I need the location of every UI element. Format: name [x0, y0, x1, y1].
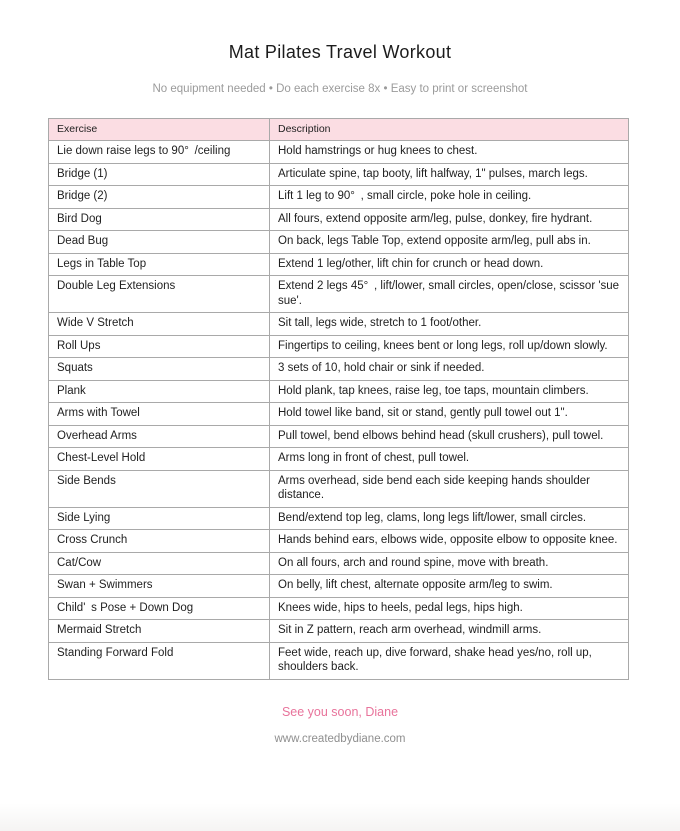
exercise-cell: Bridge (1): [49, 163, 270, 186]
description-cell: Fingertips to ceiling, knees bent or long legs, roll up/down slowly.: [270, 335, 629, 358]
table-row: [49, 313, 629, 336]
table-body: [49, 141, 629, 680]
exercise-cell: Dead Bug: [49, 231, 270, 254]
table-row: [49, 141, 629, 164]
table-row: [49, 575, 629, 598]
exercise-cell: Plank: [49, 380, 270, 403]
table-row: [49, 186, 629, 209]
page-bottom-edge: [0, 803, 680, 831]
table-row: [49, 253, 629, 276]
table-row: [49, 620, 629, 643]
exercise-cell: Overhead Arms: [49, 425, 270, 448]
table-row: [49, 425, 629, 448]
description-cell: 3 sets of 10, hold chair or sink if needed.: [270, 358, 629, 381]
column-header-description: Description: [270, 119, 629, 141]
column-header-exercise: Exercise: [49, 119, 270, 141]
exercise-cell: Bridge (2): [49, 186, 270, 209]
exercise-cell: Arms with Towel: [49, 403, 270, 426]
table-row: [49, 507, 629, 530]
exercise-cell: Wide V Stretch: [49, 313, 270, 336]
description-cell: Hands behind ears, elbows wide, opposite elbow to opposite knee.: [270, 530, 629, 553]
description-cell: Sit in Z pattern, reach arm overhead, windmill arms.: [270, 620, 629, 643]
exercise-cell: Mermaid Stretch: [49, 620, 270, 643]
description-cell: Knees wide, hips to heels, pedal legs, hips high.: [270, 597, 629, 620]
table-row: [49, 530, 629, 553]
exercise-cell: Standing Forward Fold: [49, 642, 270, 679]
description-cell: On belly, lift chest, alternate opposite arm/leg to swim.: [270, 575, 629, 598]
table-row: [49, 380, 629, 403]
description-cell: Hold hamstrings or hug knees to chest.: [270, 141, 629, 164]
table-row: [49, 208, 629, 231]
exercise-cell: Lie down raise legs to 90° /ceiling: [49, 141, 270, 164]
description-cell: Pull towel, bend elbows behind head (skull crushers), pull towel.: [270, 425, 629, 448]
table-row: [49, 597, 629, 620]
exercise-cell: Cross Crunch: [49, 530, 270, 553]
description-cell: Bend/extend top leg, clams, long legs lift/lower, small circles.: [270, 507, 629, 530]
description-cell: Arms overhead, side bend each side keeping hands shoulder distance.: [270, 470, 629, 507]
exercise-cell: Swan + Swimmers: [49, 575, 270, 598]
table-row: [49, 231, 629, 254]
description-cell: Arms long in front of chest, pull towel.: [270, 448, 629, 471]
exercise-cell: Side Bends: [49, 470, 270, 507]
page-title: Mat Pilates Travel Workout: [228, 42, 452, 62]
exercise-cell: Legs in Table Top: [49, 253, 270, 276]
exercise-cell: Roll Ups: [49, 335, 270, 358]
workout-table: [48, 118, 629, 680]
website-url-text: www.createdbydiane.com: [274, 732, 406, 745]
exercise-cell: Squats: [49, 358, 270, 381]
table-row: [49, 163, 629, 186]
page-subtitle: No equipment needed • Do each exercise 8x • Easy to print or screenshot: [152, 83, 528, 95]
description-cell: Articulate spine, tap booty, lift halfway, 1" pulses, march legs.: [270, 163, 629, 186]
table-row: [49, 642, 629, 679]
table-row: [49, 552, 629, 575]
signoff-text: See you soon, Diane: [281, 704, 399, 719]
table-row: [49, 448, 629, 471]
exercise-cell: Double Leg Extensions: [49, 276, 270, 313]
table-row: [49, 276, 629, 313]
table-row: [49, 470, 629, 507]
description-cell: Hold plank, tap knees, raise leg, toe taps, mountain climbers.: [270, 380, 629, 403]
table-row: [49, 335, 629, 358]
exercise-cell: Side Lying: [49, 507, 270, 530]
description-cell: Extend 1 leg/other, lift chin for crunch or head down.: [270, 253, 629, 276]
exercise-cell: Cat/Cow: [49, 552, 270, 575]
exercise-cell: Bird Dog: [49, 208, 270, 231]
description-cell: On back, legs Table Top, extend opposite arm/leg, pull abs in.: [270, 231, 629, 254]
description-cell: Sit tall, legs wide, stretch to 1 foot/other.: [270, 313, 629, 336]
description-cell: Hold towel like band, sit or stand, gently pull towel out 1".: [270, 403, 629, 426]
description-cell: Lift 1 leg to 90° , small circle, poke hole in ceiling.: [270, 186, 629, 209]
exercise-cell: Child' s Pose + Down Dog: [49, 597, 270, 620]
description-cell: On all fours, arch and round spine, move with breath.: [270, 552, 629, 575]
exercise-cell: Chest-Level Hold: [49, 448, 270, 471]
table-row: [49, 403, 629, 426]
description-cell: Extend 2 legs 45° , lift/lower, small circles, open/close, scissor 'sue sue'.: [270, 276, 629, 313]
table-row: [49, 358, 629, 381]
description-cell: All fours, extend opposite arm/leg, pulse, donkey, fire hydrant.: [270, 208, 629, 231]
table-header-row: [49, 119, 629, 141]
description-cell: Feet wide, reach up, dive forward, shake head yes/no, roll up, shoulders back.: [270, 642, 629, 679]
